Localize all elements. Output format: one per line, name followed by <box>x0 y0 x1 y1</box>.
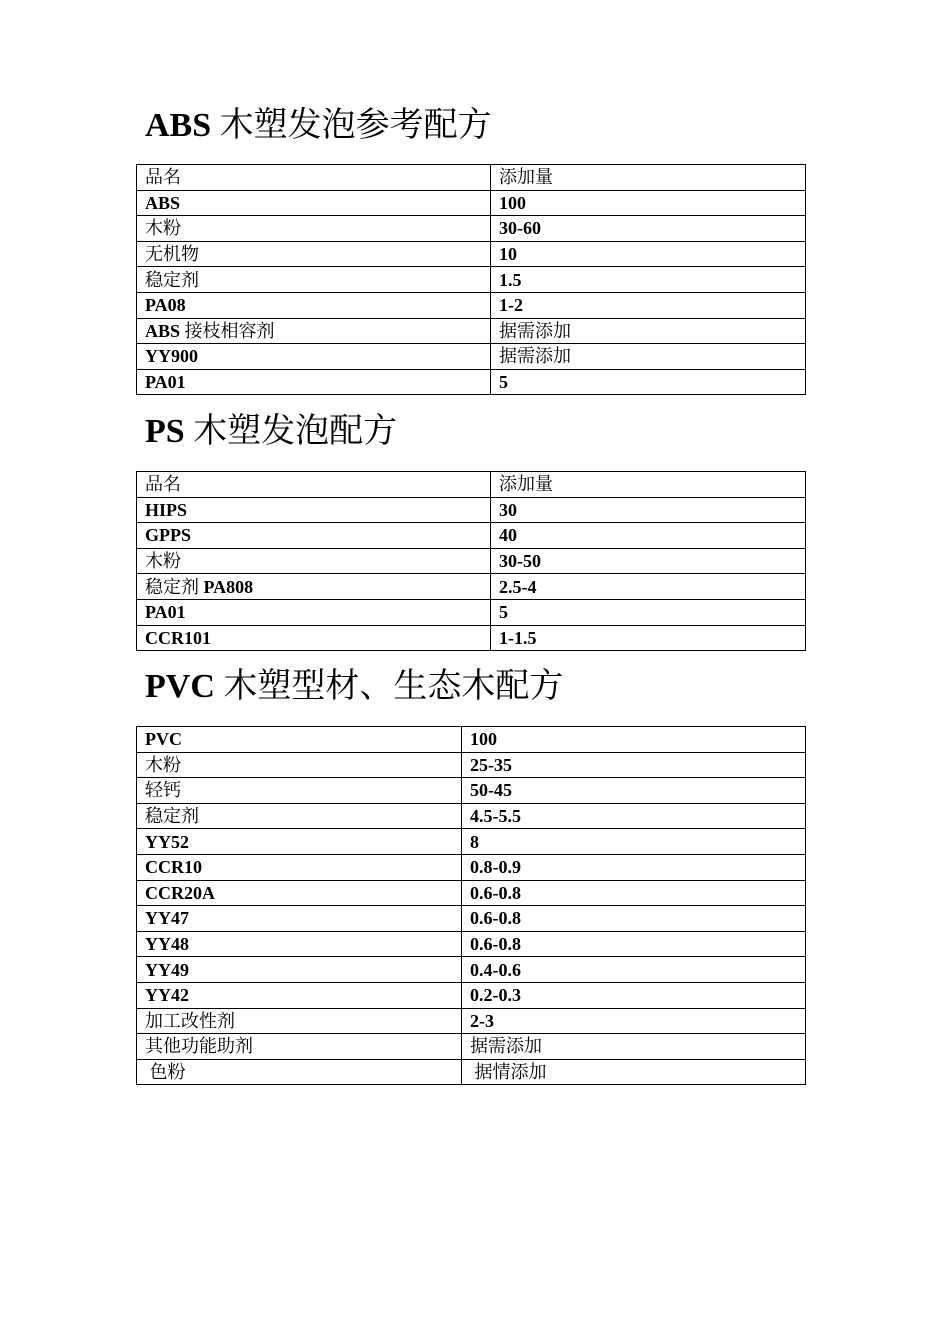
table-row <box>137 523 806 549</box>
ingredient-name: ABS <box>137 190 491 216</box>
ingredient-name: 其他功能助剂 <box>137 1034 462 1060</box>
ingredient-name: YY49 <box>137 957 462 983</box>
ingredient-name <box>137 318 491 344</box>
ingredient-amount: 0.4-0.6 <box>462 957 806 983</box>
section-title-pvc <box>145 667 563 707</box>
table-row <box>137 829 806 855</box>
section-title-cjk: 木塑发泡参考配方 <box>211 107 492 144</box>
ingredient-amount: 30-60 <box>491 216 806 242</box>
table-row <box>137 1034 806 1060</box>
table-row <box>137 803 806 829</box>
ingredient-amount: 5 <box>491 369 806 395</box>
ingredient-amount: 30-50 <box>491 548 806 574</box>
ingredient-amount: 100 <box>491 190 806 216</box>
section-title-latin: PVC <box>145 668 215 705</box>
ingredient-amount: 8 <box>462 829 806 855</box>
ingredient-amount: 50-45 <box>462 778 806 804</box>
ingredient-name: 木粉 <box>137 216 491 242</box>
ingredient-name: CCR20A <box>137 880 462 906</box>
ingredient-name <box>137 574 491 600</box>
ingredient-amount: 据需添加 <box>491 318 806 344</box>
ingredient-amount: 1.5 <box>491 267 806 293</box>
ingredient-name: PA01 <box>137 599 491 625</box>
table-row <box>137 982 806 1008</box>
ingredient-name: YY47 <box>137 906 462 932</box>
pvc-recipe-table <box>136 726 806 1085</box>
section-title-cjk: 木塑发泡配方 <box>184 413 398 450</box>
section-title-cjk: 木塑型材、生态木配方 <box>214 668 564 705</box>
ingredient-name-cjk: 稳定剂 <box>145 576 204 597</box>
ingredient-name-latin: ABS <box>145 320 181 341</box>
ingredient-amount: 10 <box>491 241 806 267</box>
table-row <box>137 752 806 778</box>
table-row <box>137 880 806 906</box>
ingredient-name: HIPS <box>137 497 491 523</box>
table-row <box>137 267 806 293</box>
table-row <box>137 241 806 267</box>
ingredient-name: 轻钙 <box>137 778 462 804</box>
ingredient-amount: 30 <box>491 497 806 523</box>
ingredient-name: CCR101 <box>137 625 491 651</box>
ingredient-name: 木粉 <box>137 548 491 574</box>
ingredient-amount: 0.6-0.8 <box>462 880 806 906</box>
ingredient-name: 无机物 <box>137 241 491 267</box>
table-row <box>137 625 806 651</box>
ps-recipe-table <box>136 471 806 651</box>
section-title-ps <box>145 412 397 452</box>
header-cell-name: 品名 <box>137 165 491 191</box>
ingredient-amount: 1-1.5 <box>491 625 806 651</box>
table-row <box>137 369 806 395</box>
ingredient-name: PA08 <box>137 292 491 318</box>
ingredient-name: YY48 <box>137 931 462 957</box>
ingredient-amount: 25-35 <box>462 752 806 778</box>
ingredient-name: YY900 <box>137 344 491 370</box>
ingredient-amount: 100 <box>462 727 806 753</box>
table-row <box>137 1059 806 1085</box>
ingredient-amount: 据情添加 <box>462 1059 806 1085</box>
ingredient-amount: 4.5-5.5 <box>462 803 806 829</box>
section-title-abs <box>145 106 492 146</box>
table-row <box>137 190 806 216</box>
abs-recipe-table <box>136 164 806 395</box>
section-title-latin: PS <box>145 413 185 450</box>
table-row <box>137 165 806 191</box>
ingredient-amount: 5 <box>491 599 806 625</box>
table-row <box>137 931 806 957</box>
table-row <box>137 727 806 753</box>
table-row <box>137 854 806 880</box>
ingredient-amount: 40 <box>491 523 806 549</box>
ingredient-name: PVC <box>137 727 462 753</box>
ingredient-name: CCR10 <box>137 854 462 880</box>
ingredient-amount: 0.6-0.8 <box>462 931 806 957</box>
ingredient-amount: 1-2 <box>491 292 806 318</box>
section-title-latin: ABS <box>145 107 212 144</box>
table-row <box>137 957 806 983</box>
ingredient-name: YY42 <box>137 982 462 1008</box>
ingredient-name: YY52 <box>137 829 462 855</box>
ingredient-name: GPPS <box>137 523 491 549</box>
ingredient-name: 稳定剂 <box>137 267 491 293</box>
table-row <box>137 906 806 932</box>
ingredient-amount: 0.8-0.9 <box>462 854 806 880</box>
ingredient-amount: 据需添加 <box>491 344 806 370</box>
ingredient-name: 色粉 <box>137 1059 462 1085</box>
ingredient-amount: 0.2-0.3 <box>462 982 806 1008</box>
table-row <box>137 1008 806 1034</box>
table-row <box>137 216 806 242</box>
table-row <box>137 472 806 498</box>
header-cell-amount: 添加量 <box>491 472 806 498</box>
ingredient-name: PA01 <box>137 369 491 395</box>
ingredient-name: 稳定剂 <box>137 803 462 829</box>
table-row <box>137 574 806 600</box>
ingredient-name-cjk: 接枝相容剂 <box>180 320 275 341</box>
header-cell-name: 品名 <box>137 472 491 498</box>
ingredient-name-latin: PA808 <box>203 576 254 597</box>
ingredient-name: 木粉 <box>137 752 462 778</box>
table-row <box>137 344 806 370</box>
table-row <box>137 778 806 804</box>
table-row <box>137 548 806 574</box>
ingredient-amount: 2-3 <box>462 1008 806 1034</box>
ingredient-amount: 0.6-0.8 <box>462 906 806 932</box>
table-row <box>137 292 806 318</box>
table-row <box>137 599 806 625</box>
ingredient-amount: 据需添加 <box>462 1034 806 1060</box>
table-row <box>137 318 806 344</box>
table-row <box>137 497 806 523</box>
header-cell-amount: 添加量 <box>491 165 806 191</box>
ingredient-name: 加工改性剂 <box>137 1008 462 1034</box>
ingredient-amount: 2.5-4 <box>491 574 806 600</box>
